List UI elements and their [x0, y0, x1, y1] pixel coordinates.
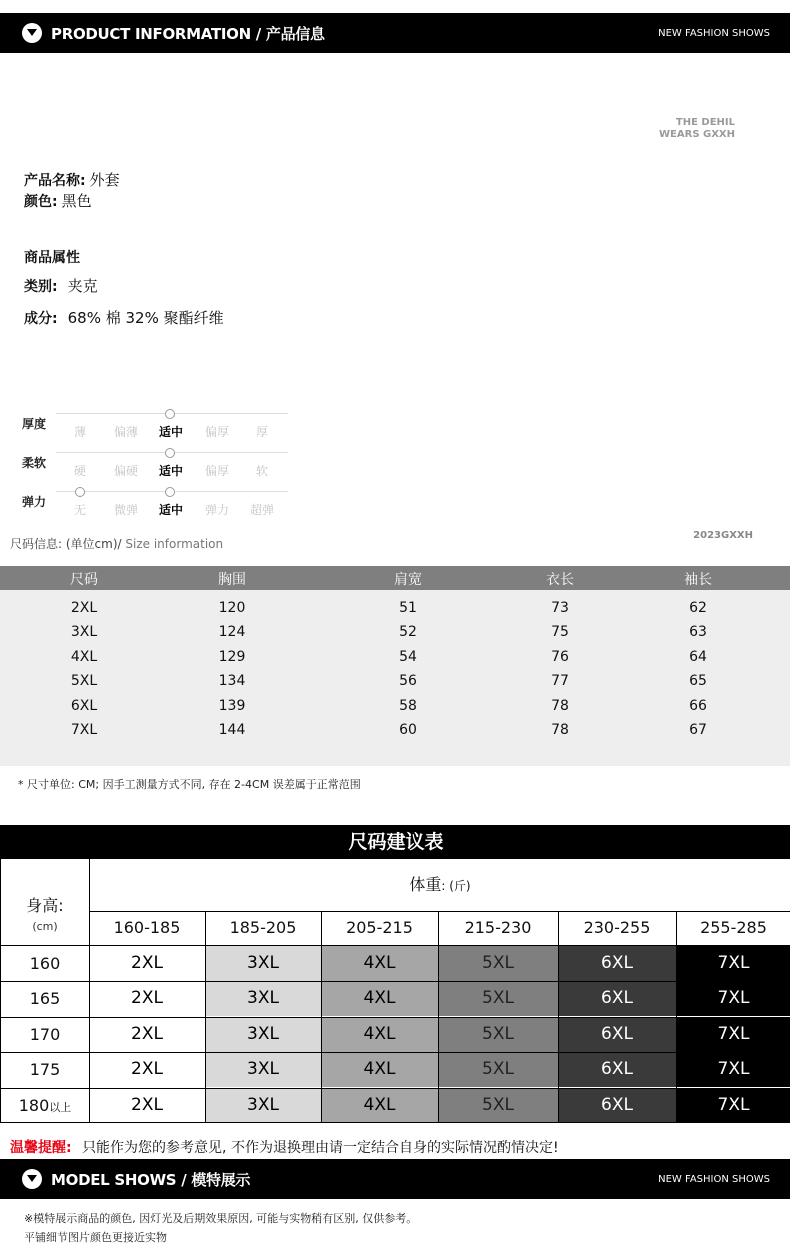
size-table-cell: 58 — [399, 697, 417, 714]
height-cell — [1, 1017, 89, 1052]
size-recommendation-cell: 6XL — [558, 1088, 676, 1123]
model-shows-right-text: NEW FASHION SHOWS — [658, 1173, 770, 1185]
scale-option: 无 — [73, 503, 86, 517]
size-table-size-cell: 6XL — [70, 697, 98, 714]
brand-mark — [659, 117, 735, 141]
size-table-size-cell: 2XL — [70, 600, 98, 616]
weight-range-cell: 205-215 — [346, 918, 413, 937]
recommendation-title: 尺码建议表 — [1, 825, 790, 859]
size-table-size-cell: 5XL — [70, 673, 98, 690]
size-table-cell: 124 — [218, 624, 246, 641]
brand-line-1: THE DEHIL — [675, 117, 735, 128]
size-recommendation-cell: 3XL — [205, 1052, 321, 1087]
size-recommendation-cell: 2XL — [89, 1088, 205, 1123]
size-table-header-cell: 尺码 — [70, 572, 98, 588]
weight-range-cell: 185-205 — [229, 918, 297, 937]
composition-row — [24, 307, 224, 328]
size-recommendation-cell: 5XL — [438, 1088, 558, 1123]
size-table-header-cell: 肩宽 — [394, 572, 422, 588]
size-recommendation-cell: 6XL — [558, 981, 676, 1016]
product-name-value: 外套 — [89, 171, 120, 189]
size-table-header-cell: 袖长 — [684, 572, 712, 588]
year-mark: 2023GXXH — [693, 530, 753, 541]
height-cell — [1, 1052, 89, 1087]
size-recommendation-cell: 7XL — [676, 981, 790, 1016]
size-recommendation-cell: 4XL — [321, 981, 438, 1016]
grid-line — [89, 911, 790, 912]
size-recommendation-table — [0, 825, 790, 1123]
size-table-cell: 73 — [551, 600, 569, 616]
elasticity-scale — [20, 487, 300, 527]
size-recommendation-cell: 3XL — [205, 981, 321, 1016]
size-table-cell: 75 — [551, 624, 569, 641]
product-info-header — [0, 13, 790, 53]
scale-option-selected: 适中 — [158, 425, 183, 439]
category-label: 类别: — [24, 279, 58, 295]
height-unit: (cm) — [32, 920, 58, 933]
height-cell — [1, 1088, 89, 1123]
height-suffix: 以上 — [49, 1100, 72, 1114]
size-recommendation-cell: 4XL — [321, 946, 438, 981]
product-color-label: 颜色: — [24, 194, 58, 210]
scale-label: 厚度 — [22, 417, 47, 431]
weight-range-cell: 160-185 — [113, 918, 181, 937]
header-right-text: NEW FASHION SHOWS — [658, 27, 770, 39]
scale-label: 弹力 — [22, 495, 47, 509]
height-value: 160 — [29, 954, 61, 973]
scale-selected-marker — [165, 409, 175, 419]
size-info-text: 尺码信息: (单位cm)/ — [10, 537, 122, 551]
scale-selected-marker — [165, 487, 175, 497]
size-recommendation-cell: 4XL — [321, 1052, 438, 1087]
grid-line — [1, 1017, 790, 1018]
warning-text: 只能作为您的参考意见, 不作为退换理由请一定结合自身的实际情况酌情决定! — [82, 1140, 559, 1156]
size-table-cell: 120 — [218, 600, 246, 616]
chevron-down-icon — [22, 1169, 42, 1189]
height-cell — [1, 981, 89, 1016]
size-table-size-cell: 7XL — [70, 722, 98, 738]
size-recommendation-cell: 4XL — [321, 1017, 438, 1052]
height-cell — [1, 946, 89, 981]
scale-option: 软 — [255, 464, 268, 478]
height-value: 175 — [29, 1060, 61, 1080]
size-table-body — [0, 590, 790, 766]
size-recommendation-cell: 5XL — [438, 981, 558, 1016]
scale-option: 硬 — [73, 464, 86, 478]
model-shows-header — [0, 1159, 790, 1199]
scale-selected-marker — [165, 448, 175, 458]
size-table-size-cell: 4XL — [70, 648, 98, 665]
size-table-cell: 129 — [218, 648, 246, 665]
size-table-size-cell: 3XL — [70, 624, 98, 641]
height-value: 170 — [29, 1024, 61, 1044]
weight-label — [89, 859, 790, 911]
scale-option: 微弹 — [113, 503, 138, 517]
size-table-cell: 60 — [399, 722, 417, 738]
size-recommendation-cell: 2XL — [89, 1052, 205, 1087]
product-color-row — [24, 190, 92, 211]
scale-option: 薄 — [73, 425, 86, 439]
size-recommendation-cell: 6XL — [558, 946, 676, 981]
grid-line — [1, 1088, 790, 1089]
size-table-cell: 63 — [689, 624, 707, 641]
size-table-header-cell: 衣长 — [546, 572, 574, 588]
size-recommendation-cell: 3XL — [205, 946, 321, 981]
size-recommendation-cell: 7XL — [676, 946, 790, 981]
grid-line — [1, 1052, 790, 1053]
footer-line-1: ※模特展示商品的颜色, 因灯光及后期效果原因, 可能与实物稍有区别, 仅供参考。 — [24, 1212, 418, 1225]
size-recommendation-cell: 2XL — [89, 981, 205, 1016]
size-recommendation-cell: 6XL — [558, 1017, 676, 1052]
scale-option: 偏硬 — [113, 464, 138, 478]
size-table-cell: 134 — [218, 673, 246, 690]
composition-value: 68% 棉 32% 聚酯纤维 — [67, 309, 224, 327]
height-value: 180 — [18, 1095, 50, 1115]
height-label-text: 身高: — [26, 896, 64, 915]
model-shows-title: MODEL SHOWS / 模特展示 — [51, 1170, 251, 1189]
grid-line — [1, 981, 790, 982]
size-recommendation-cell: 6XL — [558, 1052, 676, 1087]
product-name-label: 产品名称: — [24, 173, 86, 189]
warning-label: 温馨提醒 — [10, 1140, 66, 1156]
grid-line — [89, 859, 90, 1123]
height-value: 165 — [29, 989, 61, 1009]
weight-range-cell: 215-230 — [464, 918, 532, 937]
product-name-row — [24, 169, 120, 190]
size-recommendation-cell: 5XL — [438, 1052, 558, 1087]
size-table-cell: 52 — [399, 624, 417, 641]
size-recommendation-cell: 2XL — [89, 946, 205, 981]
scale-option: 偏厚 — [204, 464, 229, 478]
size-info-label — [10, 535, 223, 552]
scale-option: 超弹 — [249, 503, 274, 517]
size-table-cell: 64 — [689, 648, 707, 665]
size-recommendation-cell: 3XL — [205, 1088, 321, 1123]
size-table-cell: 76 — [551, 648, 569, 665]
product-color-value: 黑色 — [61, 192, 92, 210]
size-table-cell: 65 — [689, 673, 707, 690]
warning-note — [10, 1137, 559, 1157]
scale-option: 厚 — [255, 425, 268, 439]
attributes-title: 商品属性 — [24, 250, 80, 266]
size-note: * 尺寸单位: CM; 因手工测量方式不同, 存在 2-4CM 误差属于正常范围 — [18, 778, 361, 791]
size-recommendation-cell: 3XL — [205, 1017, 321, 1052]
size-table-cell: 62 — [689, 600, 707, 616]
scale-label: 柔软 — [22, 456, 47, 470]
weight-range-cell: 230-255 — [583, 918, 651, 937]
attributes-title-row — [24, 247, 80, 267]
composition-label: 成分: — [24, 311, 58, 327]
scale-marker — [75, 487, 85, 497]
grid-line — [1, 1122, 790, 1123]
size-table-cell: 77 — [551, 673, 569, 690]
footer-line-2: 平铺细节图片颜色更接近实物 — [24, 1231, 167, 1244]
size-table-cell: 78 — [551, 697, 569, 714]
size-table-cell: 139 — [218, 697, 246, 714]
size-table-header — [0, 566, 790, 590]
size-table-cell: 67 — [689, 722, 707, 738]
chevron-down-icon — [22, 23, 42, 43]
scale-option-selected: 适中 — [158, 464, 183, 478]
size-recommendation-cell: 7XL — [676, 1017, 790, 1052]
weight-unit: : (斤) — [441, 879, 471, 893]
scale-option: 弹力 — [204, 503, 229, 517]
height-label — [1, 859, 89, 945]
weight-range-cell: 255-285 — [700, 918, 767, 937]
grid-line — [1, 945, 790, 946]
weight-label-text: 体重 — [409, 875, 442, 894]
size-info-en: Size information — [125, 537, 224, 551]
size-recommendation-cell: 5XL — [438, 1017, 558, 1052]
size-table-cell: 78 — [551, 722, 569, 738]
size-recommendation-cell: 4XL — [321, 1088, 438, 1123]
size-table-cell: 66 — [689, 697, 707, 714]
scale-option: 偏薄 — [113, 425, 138, 439]
size-recommendation-cell: 2XL — [89, 1017, 205, 1052]
softness-scale — [20, 448, 300, 488]
size-recommendation-cell: 5XL — [438, 946, 558, 981]
scale-option-selected: 适中 — [158, 503, 183, 517]
size-recommendation-cell: 7XL — [676, 1088, 790, 1123]
size-table-cell: 54 — [399, 648, 417, 665]
brand-line-2: WEARS GXXH — [659, 129, 735, 140]
size-table-cell: 56 — [399, 673, 417, 690]
size-table-cell: 51 — [399, 600, 417, 616]
thickness-scale — [20, 409, 300, 449]
category-value: 夹克 — [67, 277, 98, 295]
size-table-cell: 144 — [218, 722, 246, 738]
category-row — [24, 275, 98, 296]
size-table-header-cell: 胸围 — [218, 572, 246, 588]
scale-option: 偏厚 — [204, 425, 229, 439]
size-recommendation-cell: 7XL — [676, 1052, 790, 1087]
header-title: PRODUCT INFORMATION / 产品信息 — [51, 24, 325, 43]
warning-colon: : — [66, 1140, 72, 1156]
